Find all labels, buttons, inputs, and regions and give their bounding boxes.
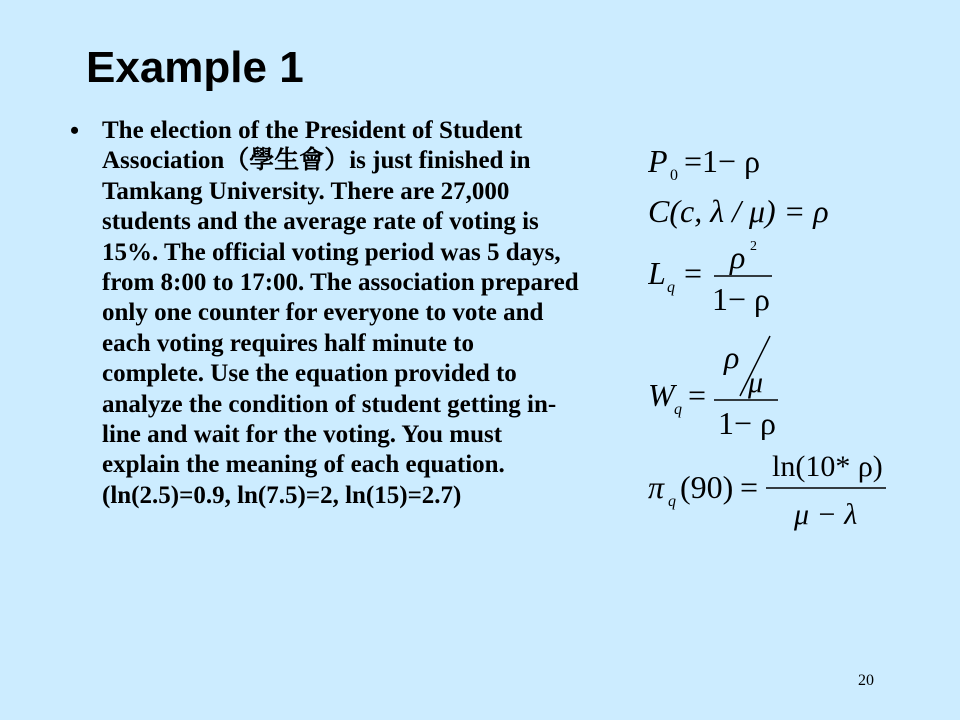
wq-eq: = (688, 377, 707, 413)
wq-den: 1− ρ (718, 405, 777, 440)
equation-wq-svg (648, 330, 808, 440)
equation-pi-svg (648, 448, 908, 534)
equation-c (648, 188, 848, 241)
wq-sub: q (674, 401, 682, 418)
wq-lhs: W (648, 377, 675, 413)
bullet-item (70, 116, 590, 511)
bullet-text: The election of the President of Student Association（學生會）is just finished in Tamkang University. There are 27,000 students and the average rate of voting is 15%. The official voting period was 5 days, from 8:00 to 17:00. The association prepared only one counter for everyone to vote and each voting requires half minute to complete. Use the equation provided to analyze the condition of student getting in-line and wait for the voting. You must explain the meaning of each equation. (ln(2.5)=0.9, ln(7.5)=2, ln(15)=2.7) (102, 117, 579, 509)
wq-num-bot: μ (748, 366, 764, 399)
pi-den: μ − λ (794, 498, 858, 531)
c-text: C(c, λ / μ) = ρ (648, 193, 829, 229)
pi-eq: = (740, 469, 759, 505)
lq-sup: 2 (750, 239, 757, 254)
pi-sub: q (668, 493, 676, 510)
slide-title: Example 1 (86, 43, 304, 92)
equation-lq (648, 236, 798, 323)
lq-den: 1− ρ (712, 281, 771, 317)
page-number: 20 (858, 672, 874, 689)
lq-sub: q (667, 279, 675, 296)
equation-pi (648, 448, 908, 539)
equation-p0 (648, 138, 828, 193)
p0-lhs: P (648, 143, 668, 179)
lq-num: ρ (730, 239, 746, 275)
equation-c-svg (648, 188, 848, 236)
equation-wq (648, 330, 808, 445)
pi-lhs: π (648, 469, 665, 505)
p0-sub: 0 (670, 167, 678, 184)
wq-num-top: ρ (724, 339, 740, 375)
lq-eq: = (684, 255, 703, 291)
pi-arg: (90) (680, 469, 734, 505)
equation-p0-svg (648, 138, 828, 188)
equation-lq-svg (648, 236, 798, 318)
pi-num: ln(10* ρ) (772, 450, 883, 483)
p0-rhs: =1− ρ (684, 143, 761, 179)
bullet-marker: • (70, 116, 80, 145)
lq-lhs: L (648, 255, 666, 291)
